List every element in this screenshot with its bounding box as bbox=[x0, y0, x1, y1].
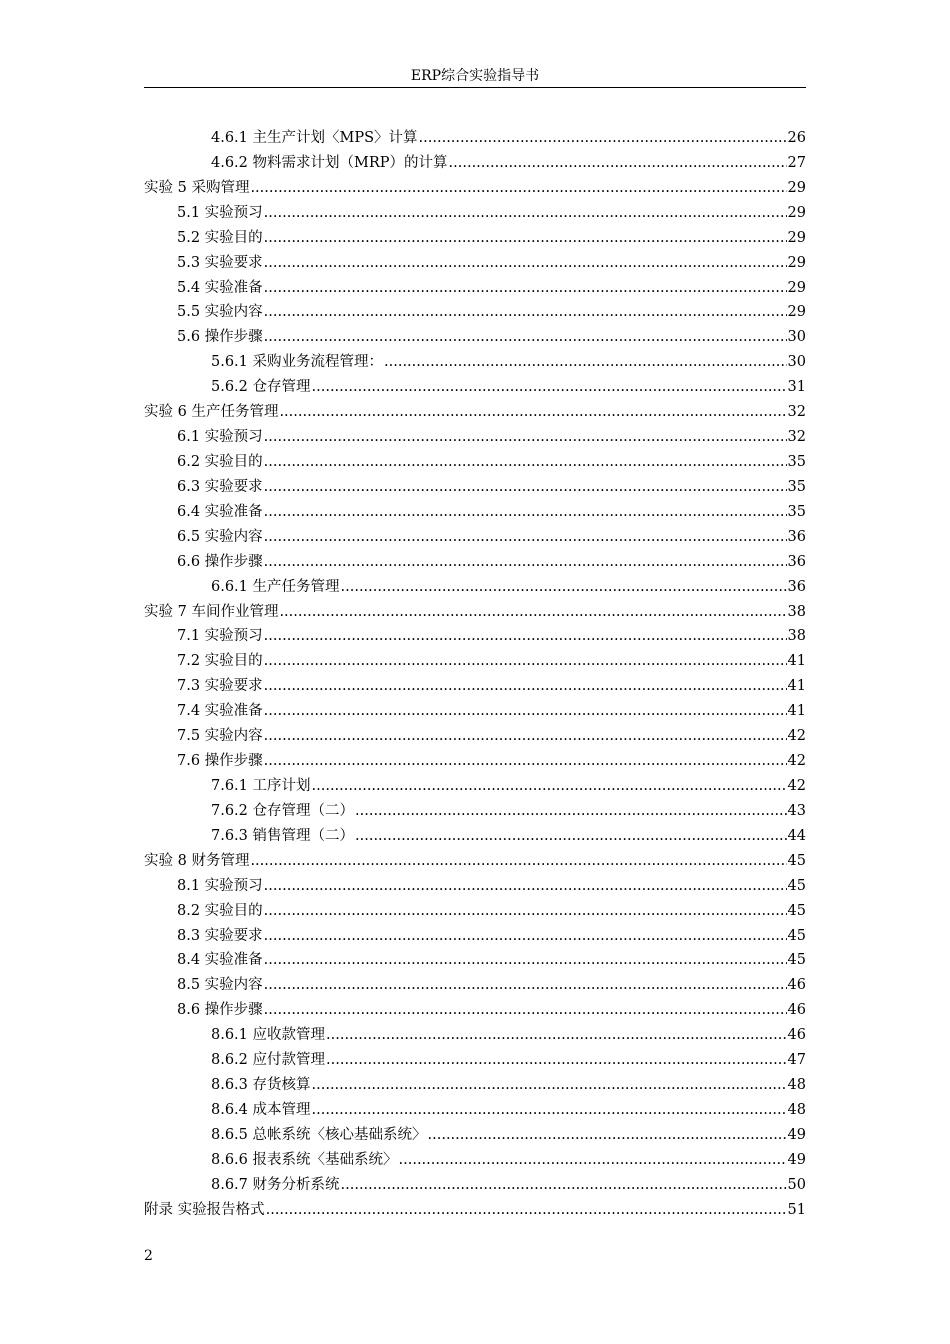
toc-entry[interactable] bbox=[144, 1073, 806, 1098]
toc-dot-leader bbox=[264, 998, 787, 1023]
toc-entry[interactable] bbox=[144, 749, 806, 774]
toc-dot-leader bbox=[264, 948, 787, 973]
toc-dot-leader bbox=[264, 475, 787, 500]
toc-entry-page: 51 bbox=[787, 1201, 806, 1218]
toc-entry-page: 29 bbox=[787, 254, 806, 271]
toc-entry-page: 36 bbox=[787, 553, 806, 570]
toc-entry-page: 42 bbox=[787, 728, 806, 745]
toc-entry-label: 8.6.7 财务分析系统 bbox=[211, 1176, 340, 1193]
toc-entry[interactable] bbox=[144, 824, 806, 849]
toc-entry-label: 4.6.2 物料需求计划（MRP）的计算 bbox=[211, 154, 448, 171]
toc-entry-label: 7.6.2 仓存管理（二） bbox=[211, 802, 355, 819]
toc-dot-leader bbox=[312, 1098, 787, 1123]
toc-entry-page: 29 bbox=[787, 204, 806, 221]
toc-dot-leader bbox=[264, 251, 787, 276]
toc-entry-label: 6.6 操作步骤 bbox=[177, 553, 263, 570]
toc-entry-page: 41 bbox=[787, 653, 806, 670]
toc-dot-leader bbox=[264, 525, 787, 550]
toc-entry-page: 45 bbox=[787, 902, 806, 919]
toc-entry-page: 35 bbox=[787, 478, 806, 495]
toc-entry-page: 42 bbox=[787, 777, 806, 794]
toc-dot-leader bbox=[384, 350, 787, 375]
toc-entry[interactable] bbox=[144, 600, 806, 625]
toc-dot-leader bbox=[355, 824, 787, 849]
toc-entry[interactable] bbox=[144, 1123, 806, 1148]
toc-dot-leader bbox=[264, 649, 787, 674]
toc-entry-page: 32 bbox=[787, 429, 806, 446]
toc-entry-label: 实验 5 采购管理 bbox=[144, 179, 250, 196]
toc-entry-page: 26 bbox=[787, 130, 806, 146]
toc-entry[interactable] bbox=[144, 973, 806, 998]
toc-entry-page: 38 bbox=[787, 603, 806, 620]
toc-dot-leader bbox=[264, 724, 787, 749]
toc-entry[interactable] bbox=[144, 400, 806, 425]
toc-entry[interactable] bbox=[144, 774, 806, 799]
toc-entry[interactable] bbox=[144, 226, 806, 251]
toc-dot-leader bbox=[326, 1023, 787, 1048]
toc-entry-page: 46 bbox=[787, 1002, 806, 1019]
toc-entry-label: 7.3 实验要求 bbox=[177, 678, 263, 695]
toc-dot-leader bbox=[264, 226, 787, 251]
toc-entry-label: 6.1 实验预习 bbox=[177, 429, 263, 446]
toc-entry[interactable] bbox=[144, 1098, 806, 1123]
toc-entry-page: 49 bbox=[787, 1151, 806, 1168]
toc-dot-leader bbox=[428, 1123, 787, 1148]
toc-entry[interactable] bbox=[144, 649, 806, 674]
toc-dot-leader bbox=[341, 575, 787, 600]
toc-entry-page: 30 bbox=[787, 329, 806, 346]
toc-entry-page: 30 bbox=[787, 354, 806, 371]
toc-entry[interactable] bbox=[144, 924, 806, 949]
toc-entry-label: 8.6.2 应付款管理 bbox=[211, 1052, 326, 1069]
toc-dot-leader bbox=[264, 624, 787, 649]
toc-entry-label: 6.6.1 生产任务管理 bbox=[211, 578, 340, 595]
toc-entry[interactable] bbox=[144, 575, 806, 600]
toc-entry-label: 7.6 操作步骤 bbox=[177, 753, 263, 770]
toc-entry-page: 49 bbox=[787, 1126, 806, 1143]
toc-entry-page: 42 bbox=[787, 753, 806, 770]
toc-dot-leader bbox=[264, 276, 787, 301]
toc-entry-label: 7.6.3 销售管理（二） bbox=[211, 827, 355, 844]
header-divider bbox=[144, 87, 806, 88]
toc-dot-leader bbox=[264, 899, 787, 924]
toc-entry-label: 8.2 实验目的 bbox=[177, 902, 263, 919]
toc-entry-page: 29 bbox=[787, 229, 806, 246]
toc-entry-page: 36 bbox=[787, 528, 806, 545]
toc-dot-leader bbox=[264, 201, 787, 226]
toc-entry-page: 45 bbox=[787, 877, 806, 894]
toc-entry-page: 36 bbox=[787, 578, 806, 595]
toc-entry[interactable] bbox=[144, 948, 806, 973]
toc-entry[interactable] bbox=[144, 375, 806, 400]
toc-entry-label: 实验 8 财务管理 bbox=[144, 852, 250, 869]
toc-dot-leader bbox=[264, 550, 787, 575]
toc-entry[interactable] bbox=[144, 849, 806, 874]
toc-entry-page: 29 bbox=[787, 304, 806, 321]
toc-entry-page: 48 bbox=[787, 1077, 806, 1094]
toc-entry[interactable] bbox=[144, 550, 806, 575]
toc-dot-leader bbox=[264, 749, 787, 774]
toc-entry-label: 5.6.2 仓存管理 bbox=[211, 379, 311, 396]
toc-entry-label: 7.6.1 工序计划 bbox=[211, 777, 311, 794]
toc-entry-label: 8.1 实验预习 bbox=[177, 877, 263, 894]
table-of-contents bbox=[144, 126, 806, 1223]
toc-entry-label: 4.6.1 主生产计划〈MPS〉计算 bbox=[211, 130, 418, 146]
toc-dot-leader bbox=[326, 1048, 787, 1073]
toc-entry-label: 5.5 实验内容 bbox=[177, 304, 263, 321]
toc-dot-leader bbox=[266, 1198, 787, 1223]
toc-dot-leader bbox=[312, 375, 787, 400]
toc-entry[interactable] bbox=[144, 201, 806, 226]
toc-dot-leader bbox=[264, 973, 787, 998]
toc-entry[interactable] bbox=[144, 1173, 806, 1198]
toc-entry-label: 8.3 实验要求 bbox=[177, 927, 263, 944]
toc-dot-leader bbox=[419, 126, 787, 151]
toc-entry-label: 8.6.5 总帐系统〈核心基础系统〉 bbox=[211, 1126, 427, 1143]
toc-entry-page: 44 bbox=[787, 827, 806, 844]
toc-entry-page: 45 bbox=[787, 952, 806, 969]
toc-entry-page: 35 bbox=[787, 503, 806, 520]
toc-entry-page: 27 bbox=[787, 154, 806, 171]
toc-entry-page: 46 bbox=[787, 1027, 806, 1044]
toc-entry[interactable] bbox=[144, 325, 806, 350]
toc-dot-leader bbox=[312, 1073, 787, 1098]
toc-entry-label: 5.6.1 采购业务流程管理： bbox=[211, 354, 384, 371]
toc-entry[interactable] bbox=[144, 151, 806, 176]
toc-entry-label: 8.6 操作步骤 bbox=[177, 1002, 263, 1019]
toc-entry[interactable] bbox=[144, 176, 806, 201]
toc-entry-page: 38 bbox=[787, 628, 806, 645]
toc-entry[interactable] bbox=[144, 699, 806, 724]
toc-entry-label: 6.4 实验准备 bbox=[177, 503, 263, 520]
toc-dot-leader bbox=[264, 699, 787, 724]
toc-entry-label: 5.4 实验准备 bbox=[177, 279, 263, 296]
toc-dot-leader bbox=[449, 151, 787, 176]
toc-dot-leader bbox=[355, 799, 787, 824]
toc-entry-page: 41 bbox=[787, 678, 806, 695]
toc-entry[interactable] bbox=[144, 126, 806, 151]
toc-dot-leader bbox=[341, 1173, 787, 1198]
toc-entry-page: 46 bbox=[787, 977, 806, 994]
toc-entry-label: 实验 7 车间作业管理 bbox=[144, 603, 279, 620]
toc-entry[interactable] bbox=[144, 874, 806, 899]
toc-dot-leader bbox=[264, 425, 787, 450]
toc-entry[interactable] bbox=[144, 1023, 806, 1048]
toc-entry-page: 47 bbox=[787, 1052, 806, 1069]
toc-entry-page: 48 bbox=[787, 1101, 806, 1118]
toc-entry[interactable] bbox=[144, 525, 806, 550]
toc-entry-page: 29 bbox=[787, 179, 806, 196]
toc-entry-page: 41 bbox=[787, 703, 806, 720]
toc-entry-label: 5.3 实验要求 bbox=[177, 254, 263, 271]
toc-entry-label: 附录 实验报告格式 bbox=[144, 1201, 265, 1218]
toc-dot-leader bbox=[264, 300, 787, 325]
toc-entry-label: 7.2 实验目的 bbox=[177, 653, 263, 670]
toc-dot-leader bbox=[279, 600, 786, 625]
toc-entry[interactable] bbox=[144, 899, 806, 924]
toc-entry[interactable] bbox=[144, 624, 806, 649]
toc-dot-leader bbox=[264, 674, 787, 699]
toc-entry-label: 8.6.1 应收款管理 bbox=[211, 1027, 326, 1044]
toc-entry[interactable] bbox=[144, 1148, 806, 1173]
toc-entry[interactable] bbox=[144, 251, 806, 276]
toc-entry-label: 6.2 实验目的 bbox=[177, 453, 263, 470]
running-header-title: ERP综合实验指导书 bbox=[410, 68, 540, 84]
toc-entry-page: 32 bbox=[787, 404, 806, 421]
toc-entry[interactable] bbox=[144, 799, 806, 824]
toc-entry-page: 29 bbox=[787, 279, 806, 296]
toc-entry-label: 6.3 实验要求 bbox=[177, 478, 263, 495]
toc-entry[interactable] bbox=[144, 475, 806, 500]
toc-entry-label: 5.2 实验目的 bbox=[177, 229, 263, 246]
toc-entry[interactable] bbox=[144, 276, 806, 301]
toc-entry[interactable] bbox=[144, 300, 806, 325]
toc-entry[interactable] bbox=[144, 998, 806, 1023]
toc-entry-page: 31 bbox=[787, 379, 806, 396]
toc-entry-label: 7.5 实验内容 bbox=[177, 728, 263, 745]
toc-entry-label: 实验 6 生产任务管理 bbox=[144, 404, 279, 421]
toc-entry-label: 5.6 操作步骤 bbox=[177, 329, 263, 346]
toc-entry-page: 45 bbox=[787, 852, 806, 869]
page-number: 2 bbox=[144, 1248, 153, 1264]
toc-entry-label: 8.6.4 成本管理 bbox=[211, 1101, 311, 1118]
toc-dot-leader bbox=[250, 849, 786, 874]
toc-entry-label: 7.4 实验准备 bbox=[177, 703, 263, 720]
toc-entry[interactable] bbox=[144, 674, 806, 699]
toc-entry-page: 43 bbox=[787, 802, 806, 819]
toc-dot-leader bbox=[399, 1148, 787, 1173]
toc-dot-leader bbox=[250, 176, 786, 201]
toc-dot-leader bbox=[264, 874, 787, 899]
toc-dot-leader bbox=[264, 450, 787, 475]
toc-entry[interactable] bbox=[144, 1198, 806, 1223]
toc-entry-label: 8.5 实验内容 bbox=[177, 977, 263, 994]
toc-dot-leader bbox=[264, 500, 787, 525]
toc-entry-label: 8.6.3 存货核算 bbox=[211, 1077, 311, 1094]
toc-entry[interactable] bbox=[144, 425, 806, 450]
toc-dot-leader bbox=[264, 325, 787, 350]
toc-entry[interactable] bbox=[144, 500, 806, 525]
toc-entry-label: 8.6.6 报表系统〈基础系统〉 bbox=[211, 1151, 398, 1168]
toc-entry-page: 45 bbox=[787, 927, 806, 944]
toc-entry-label: 6.5 实验内容 bbox=[177, 528, 263, 545]
toc-entry-page: 35 bbox=[787, 453, 806, 470]
toc-entry-label: 8.4 实验准备 bbox=[177, 952, 263, 969]
toc-dot-leader bbox=[279, 400, 786, 425]
toc-entry-label: 7.1 实验预习 bbox=[177, 628, 263, 645]
toc-entry-label: 5.1 实验预习 bbox=[177, 204, 263, 221]
toc-entry[interactable] bbox=[144, 350, 806, 375]
toc-dot-leader bbox=[312, 774, 787, 799]
toc-entry-page: 50 bbox=[787, 1176, 806, 1193]
toc-entry[interactable] bbox=[144, 724, 806, 749]
toc-dot-leader bbox=[264, 924, 787, 949]
toc-entry[interactable] bbox=[144, 450, 806, 475]
toc-entry[interactable] bbox=[144, 1048, 806, 1073]
